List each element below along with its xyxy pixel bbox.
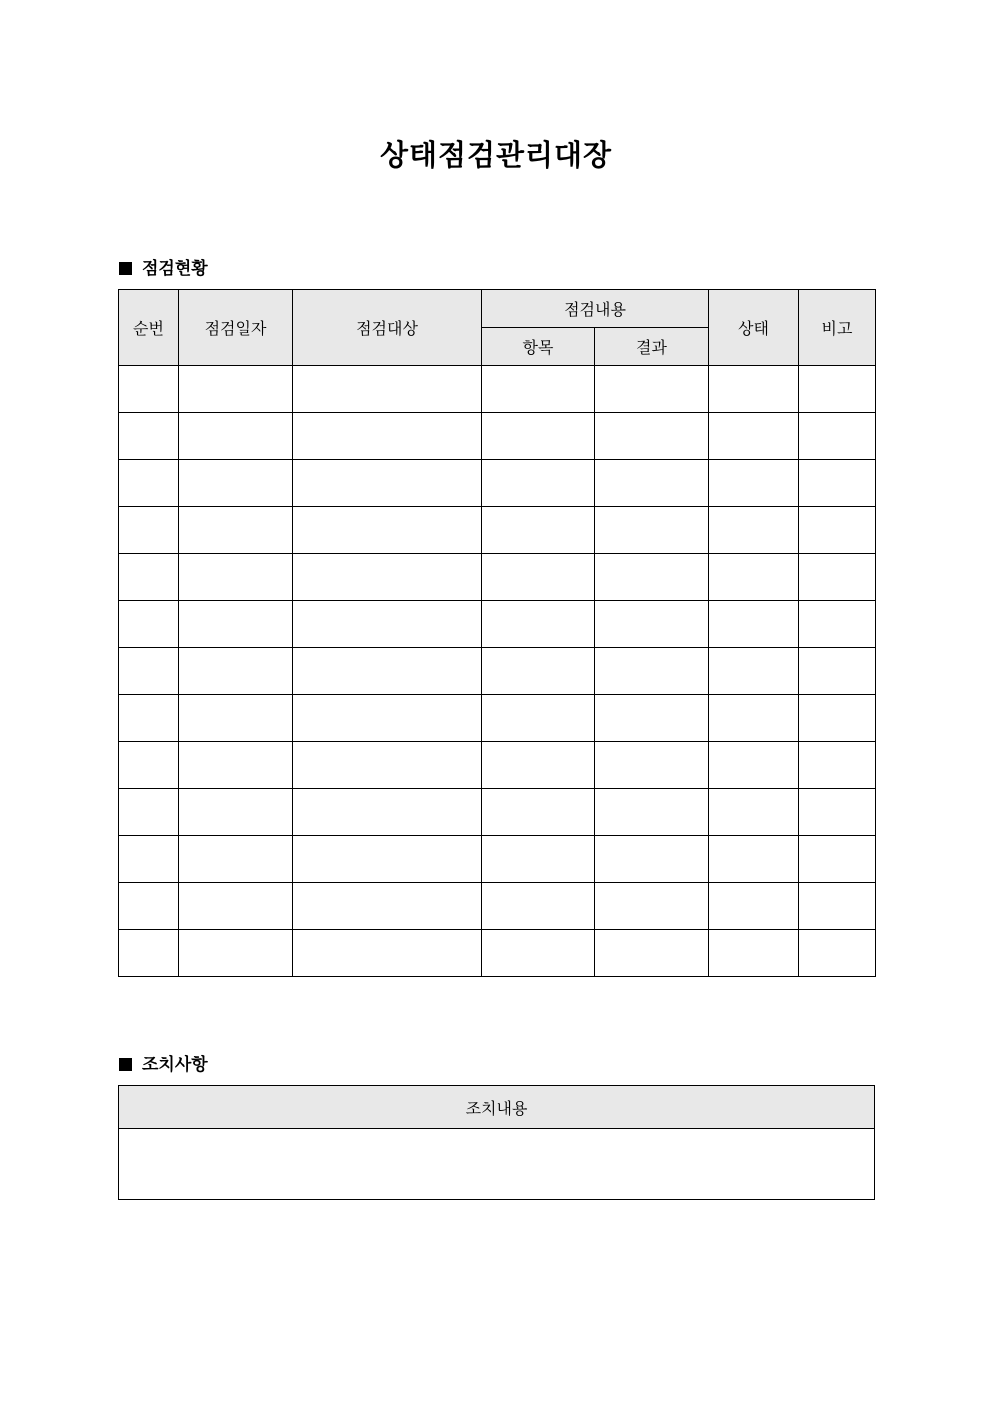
col-header-remarks: 비고 (799, 290, 876, 366)
cell-remarks[interactable] (799, 836, 876, 883)
table-row (119, 554, 876, 601)
cell-target[interactable] (293, 836, 482, 883)
col-header-status: 상태 (709, 290, 799, 366)
table-row (119, 648, 876, 695)
cell-target[interactable] (293, 507, 482, 554)
cell-no[interactable] (119, 742, 179, 789)
cell-remarks[interactable] (799, 883, 876, 930)
cell-status[interactable] (709, 601, 799, 648)
cell-result[interactable] (595, 789, 709, 836)
cell-no[interactable] (119, 554, 179, 601)
action-heading-text: 조치사항 (142, 1055, 208, 1075)
cell-item[interactable] (482, 413, 595, 460)
cell-result[interactable] (595, 695, 709, 742)
inspection-heading-text: 점검현황 (142, 259, 208, 279)
table-row (119, 601, 876, 648)
cell-remarks[interactable] (799, 366, 876, 413)
cell-result[interactable] (595, 507, 709, 554)
cell-item[interactable] (482, 742, 595, 789)
table-row (119, 836, 876, 883)
cell-date[interactable] (179, 789, 293, 836)
cell-no[interactable] (119, 930, 179, 977)
cell-date[interactable] (179, 413, 293, 460)
cell-item[interactable] (482, 789, 595, 836)
cell-remarks[interactable] (799, 930, 876, 977)
cell-item[interactable] (482, 460, 595, 507)
cell-item[interactable] (482, 601, 595, 648)
table-row (119, 507, 876, 554)
cell-status[interactable] (709, 413, 799, 460)
table-row (119, 883, 876, 930)
col-header-item: 항목 (482, 328, 595, 366)
cell-no[interactable] (119, 648, 179, 695)
cell-status[interactable] (709, 930, 799, 977)
cell-date[interactable] (179, 930, 293, 977)
cell-result[interactable] (595, 836, 709, 883)
square-bullet-icon (119, 262, 132, 275)
col-header-target: 점검대상 (293, 290, 482, 366)
cell-no[interactable] (119, 836, 179, 883)
cell-item[interactable] (482, 554, 595, 601)
cell-result[interactable] (595, 413, 709, 460)
cell-date[interactable] (179, 648, 293, 695)
inspection-table (118, 289, 876, 977)
cell-remarks[interactable] (799, 789, 876, 836)
cell-item[interactable] (482, 883, 595, 930)
table-row (119, 742, 876, 789)
cell-target[interactable] (293, 789, 482, 836)
col-header-date: 점검일자 (179, 290, 293, 366)
cell-status[interactable] (709, 695, 799, 742)
cell-no[interactable] (119, 601, 179, 648)
cell-date[interactable] (179, 836, 293, 883)
col-header-result: 결과 (595, 328, 709, 366)
cell-item[interactable] (482, 930, 595, 977)
cell-result[interactable] (595, 930, 709, 977)
cell-date[interactable] (179, 507, 293, 554)
cell-result[interactable] (595, 366, 709, 413)
cell-date[interactable] (179, 601, 293, 648)
cell-target[interactable] (293, 413, 482, 460)
cell-status[interactable] (709, 648, 799, 695)
cell-date[interactable] (179, 742, 293, 789)
cell-remarks[interactable] (799, 742, 876, 789)
table-row (119, 695, 876, 742)
cell-remarks[interactable] (799, 413, 876, 460)
action-section-heading (119, 1050, 208, 1075)
cell-target[interactable] (293, 366, 482, 413)
cell-status[interactable] (709, 742, 799, 789)
cell-target[interactable] (293, 648, 482, 695)
cell-status[interactable] (709, 554, 799, 601)
action-table (118, 1085, 875, 1200)
cell-item[interactable] (482, 648, 595, 695)
cell-item[interactable] (482, 836, 595, 883)
cell-no[interactable] (119, 883, 179, 930)
inspection-table-body (119, 366, 876, 977)
cell-result[interactable] (595, 601, 709, 648)
cell-target[interactable] (293, 883, 482, 930)
cell-result[interactable] (595, 554, 709, 601)
cell-item[interactable] (482, 695, 595, 742)
cell-date[interactable] (179, 883, 293, 930)
cell-target[interactable] (293, 601, 482, 648)
cell-result[interactable] (595, 883, 709, 930)
cell-no[interactable] (119, 695, 179, 742)
table-row (119, 789, 876, 836)
cell-status[interactable] (709, 366, 799, 413)
page-title: 상태점검관리대장 (379, 138, 613, 172)
cell-remarks[interactable] (799, 554, 876, 601)
cell-result[interactable] (595, 648, 709, 695)
cell-no[interactable] (119, 460, 179, 507)
cell-target[interactable] (293, 695, 482, 742)
cell-date[interactable] (179, 460, 293, 507)
cell-remarks[interactable] (799, 460, 876, 507)
cell-remarks[interactable] (799, 695, 876, 742)
cell-date[interactable] (179, 695, 293, 742)
cell-no[interactable] (119, 789, 179, 836)
cell-no[interactable] (119, 507, 179, 554)
cell-date[interactable] (179, 554, 293, 601)
cell-target[interactable] (293, 554, 482, 601)
cell-no[interactable] (119, 413, 179, 460)
cell-target[interactable] (293, 460, 482, 507)
col-header-content: 점검내용 (482, 290, 709, 328)
cell-status[interactable] (709, 507, 799, 554)
cell-remarks[interactable] (799, 601, 876, 648)
cell-result[interactable] (595, 460, 709, 507)
cell-target[interactable] (293, 930, 482, 977)
cell-date[interactable] (179, 366, 293, 413)
table-row (119, 366, 876, 413)
cell-status[interactable] (709, 883, 799, 930)
table-row (119, 930, 876, 977)
col-header-action-content: 조치내용 (119, 1086, 875, 1129)
cell-no[interactable] (119, 366, 179, 413)
cell-item[interactable] (482, 366, 595, 413)
square-bullet-icon (119, 1058, 132, 1071)
cell-item[interactable] (482, 507, 595, 554)
cell-status[interactable] (709, 789, 799, 836)
table-row (119, 413, 876, 460)
cell-target[interactable] (293, 742, 482, 789)
cell-status[interactable] (709, 836, 799, 883)
cell-remarks[interactable] (799, 507, 876, 554)
table-row (119, 460, 876, 507)
cell-remarks[interactable] (799, 648, 876, 695)
inspection-section-heading (119, 254, 208, 279)
col-header-no: 순번 (119, 290, 179, 366)
cell-result[interactable] (595, 742, 709, 789)
cell-status[interactable] (709, 460, 799, 507)
action-content-cell[interactable] (119, 1129, 875, 1200)
